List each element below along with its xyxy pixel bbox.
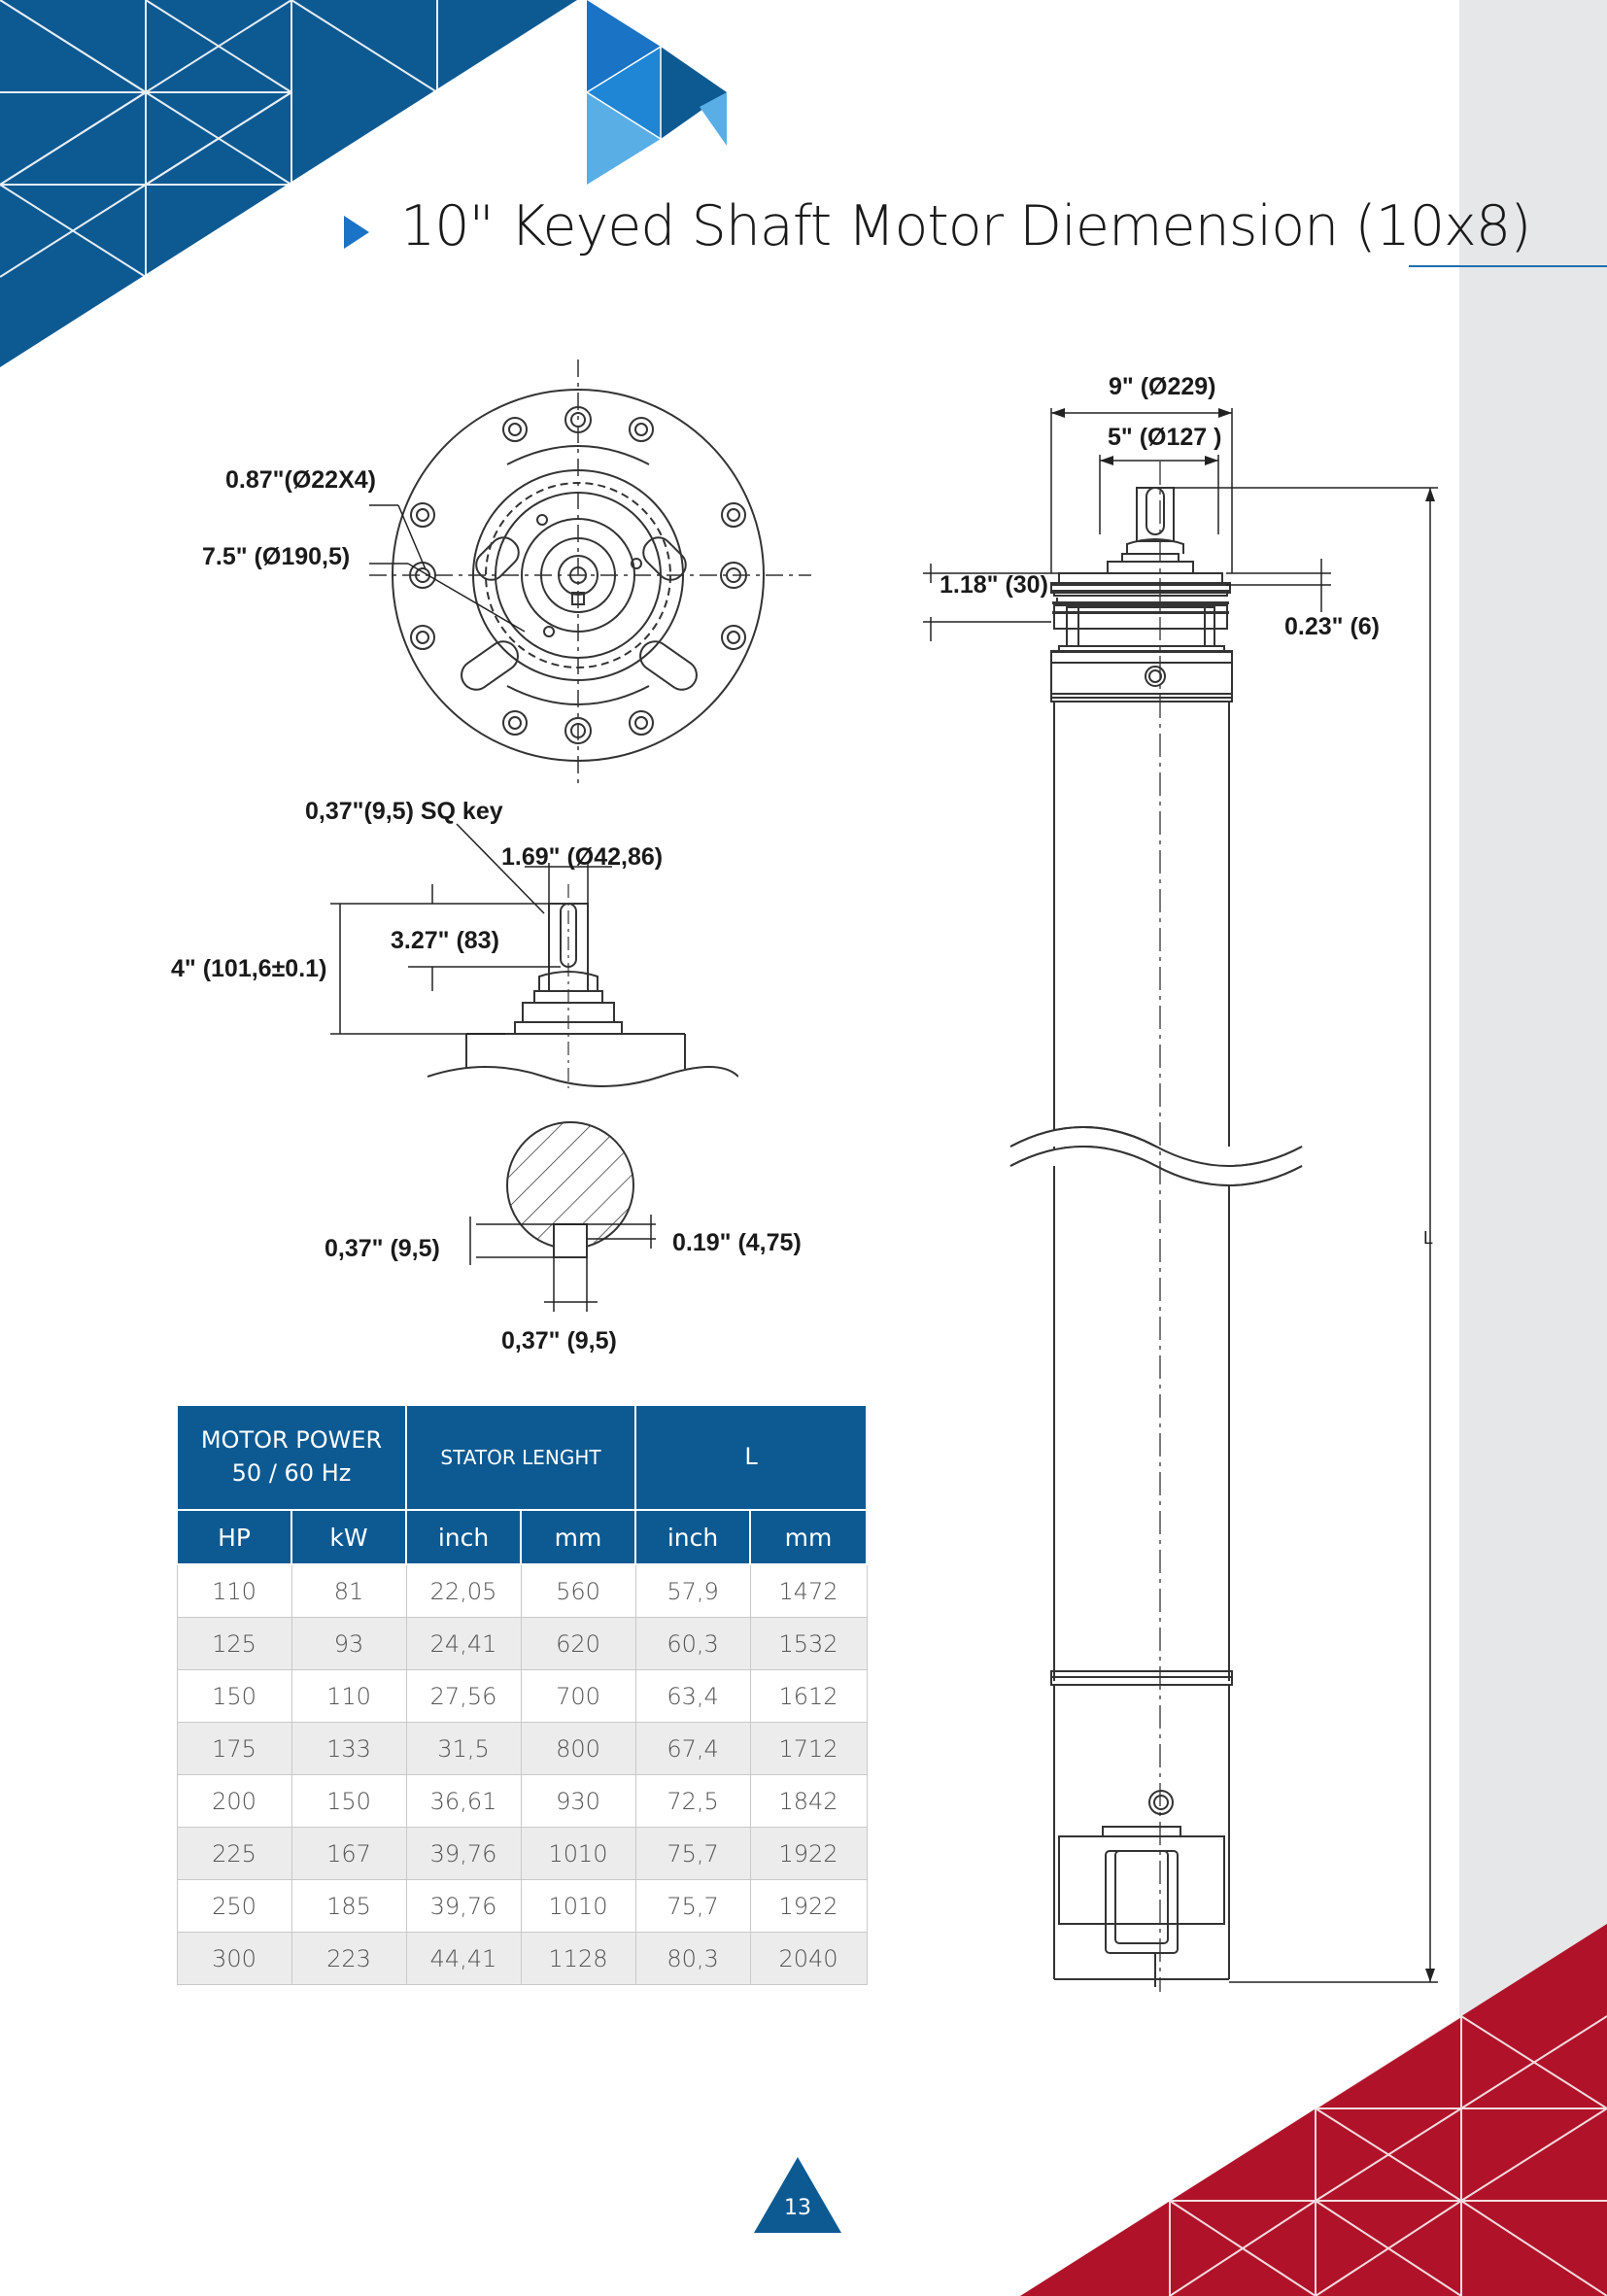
stator-length-header: STATOR LENGHT: [406, 1405, 635, 1510]
page-number-triangle-icon: [754, 2157, 841, 2233]
flange-height-label: 1.18" (30): [940, 571, 1048, 599]
col-header-stator-mm: mm: [521, 1510, 635, 1564]
cell-hp: 110: [177, 1564, 291, 1618]
cell-hp: 225: [177, 1828, 291, 1880]
table-row: [177, 1828, 867, 1880]
cell-stator-mm: 700: [521, 1670, 635, 1723]
cell-stator-inch: 31,5: [406, 1723, 521, 1775]
cell-length-mm: 1922: [750, 1828, 867, 1880]
outer-diameter-label: 9" (Ø229): [1109, 373, 1216, 400]
cell-stator-inch: 22,05: [406, 1564, 521, 1618]
key-section-drawing: [447, 1117, 690, 1321]
key-height-label: 0,37" (9,5): [325, 1235, 440, 1262]
cell-stator-mm: 1128: [521, 1933, 635, 1985]
cell-kw: 167: [291, 1828, 406, 1880]
cell-length-inch: 75,7: [635, 1828, 750, 1880]
key-depth-label: 0.19" (4,75): [672, 1229, 802, 1256]
col-header-length-mm: mm: [750, 1510, 867, 1564]
cell-stator-mm: 1010: [521, 1828, 635, 1880]
title-bullet-icon: [344, 216, 369, 249]
cell-length-inch: 67,4: [635, 1723, 750, 1775]
cell-stator-mm: 1010: [521, 1880, 635, 1933]
cell-stator-inch: 24,41: [406, 1618, 521, 1670]
cell-length-inch: 75,7: [635, 1880, 750, 1933]
page-title: 10" Keyed Shaft Motor Diemension (10x8): [400, 194, 1531, 258]
cell-length-inch: 80,3: [635, 1933, 750, 1985]
cell-length-mm: 1532: [750, 1618, 867, 1670]
overall-length-label: L: [1423, 1228, 1434, 1248]
cell-length-mm: 1712: [750, 1723, 867, 1775]
bolt-circle-label: 7.5" (Ø190,5): [202, 543, 351, 570]
cell-length-inch: 60,3: [635, 1618, 750, 1670]
cell-stator-mm: 560: [521, 1564, 635, 1618]
bolt-holes-label: 0.87"(Ø22X4): [225, 466, 376, 494]
cell-stator-inch: 36,61: [406, 1775, 521, 1828]
table-row: [177, 1933, 867, 1985]
pilot-diameter-label: 5" (Ø127 ): [1108, 424, 1222, 451]
cell-stator-inch: 27,56: [406, 1670, 521, 1723]
cell-hp: 125: [177, 1618, 291, 1670]
motor-power-header: [177, 1405, 406, 1510]
page-number: 13: [784, 2196, 811, 2220]
cell-kw: 150: [291, 1775, 406, 1828]
cell-kw: 223: [291, 1933, 406, 1985]
cell-kw: 110: [291, 1670, 406, 1723]
col-header-length-inch: inch: [635, 1510, 750, 1564]
cell-stator-mm: 930: [521, 1775, 635, 1828]
motor-spec-table: [176, 1404, 868, 1985]
col-header-kw: kW: [291, 1510, 406, 1564]
motor-power-header-line2: 50 / 60 Hz: [231, 1459, 352, 1487]
cell-length-mm: 1922: [750, 1880, 867, 1933]
cell-hp: 300: [177, 1933, 291, 1985]
cell-kw: 81: [291, 1564, 406, 1618]
cell-length-inch: 72,5: [635, 1775, 750, 1828]
cell-hp: 200: [177, 1775, 291, 1828]
flange-thickness-label: 0.23" (6): [1284, 613, 1381, 640]
key-length-label: 3.27" (83): [391, 927, 499, 954]
flange-end-view-drawing: [369, 350, 836, 787]
table-row: [177, 1775, 867, 1828]
motor-power-header-line1: MOTOR POWER: [200, 1426, 383, 1455]
cell-kw: 133: [291, 1723, 406, 1775]
table-row: [177, 1723, 867, 1775]
cell-stator-mm: 800: [521, 1723, 635, 1775]
cell-length-inch: 57,9: [635, 1564, 750, 1618]
col-header-hp: HP: [177, 1510, 291, 1564]
shaft-diameter-label: 1.69" (Ø42,86): [501, 843, 664, 871]
cell-kw: 93: [291, 1618, 406, 1670]
table-row: [177, 1564, 867, 1618]
cell-length-inch: 63,4: [635, 1670, 750, 1723]
header-decoration: [0, 0, 738, 369]
cell-length-mm: 1612: [750, 1670, 867, 1723]
cell-stator-inch: 39,76: [406, 1828, 521, 1880]
length-header: L: [635, 1405, 867, 1510]
cell-length-mm: 1472: [750, 1564, 867, 1618]
cell-hp: 175: [177, 1723, 291, 1775]
page-number-badge: [754, 2157, 841, 2233]
cell-length-mm: 2040: [750, 1933, 867, 1985]
cell-hp: 250: [177, 1880, 291, 1933]
cell-stator-mm: 620: [521, 1618, 635, 1670]
cell-hp: 150: [177, 1670, 291, 1723]
table-row: [177, 1618, 867, 1670]
col-header-stator-inch: inch: [406, 1510, 521, 1564]
cell-kw: 185: [291, 1880, 406, 1933]
cell-length-mm: 1842: [750, 1775, 867, 1828]
cell-stator-inch: 39,76: [406, 1880, 521, 1933]
shaft-length-label: 4" (101,6±0.1): [171, 955, 327, 982]
key-size-label: 0,37"(9,5) SQ key: [305, 798, 503, 825]
cell-stator-inch: 44,41: [406, 1933, 521, 1985]
title-underline: [1409, 265, 1607, 267]
table-row: [177, 1670, 867, 1723]
key-width-label: 0,37" (9,5): [501, 1327, 617, 1354]
table-row: [177, 1880, 867, 1933]
